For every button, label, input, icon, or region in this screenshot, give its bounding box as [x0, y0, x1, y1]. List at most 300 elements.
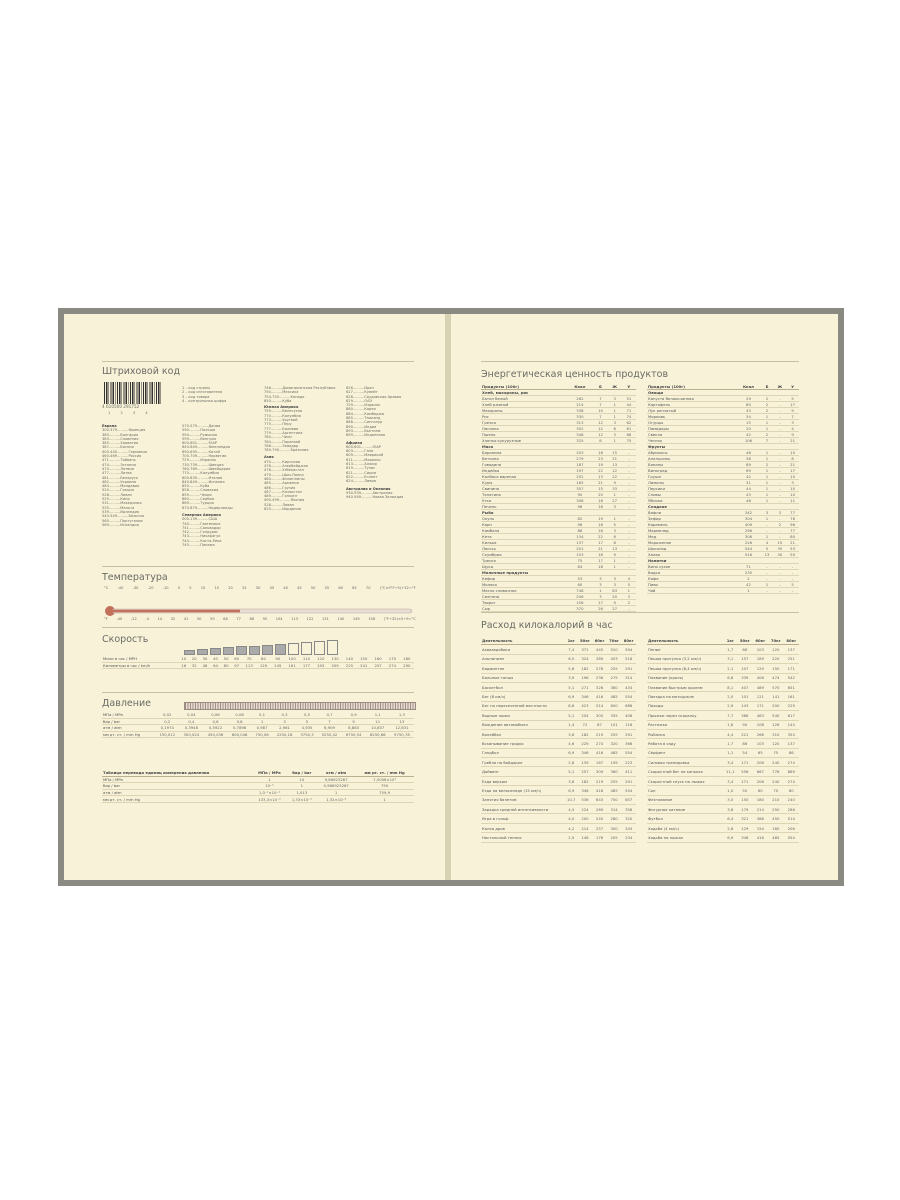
- list-item: 930-939..........Австралия: [346, 490, 393, 495]
- scale-tick: 68: [223, 617, 228, 621]
- row-label: Игра в гольф: [481, 814, 565, 823]
- table-cell: 278: [592, 664, 607, 673]
- row-label: Мед: [647, 534, 736, 540]
- table-cell: 0,02: [155, 712, 179, 718]
- table-cell: 6,909: [317, 725, 341, 732]
- row-label: бар / bar: [102, 718, 155, 725]
- table-cell: 3: [608, 432, 622, 438]
- table-cell: 17: [593, 600, 607, 606]
- scale-tick: 14: [157, 617, 163, 621]
- table-cell: 182: [578, 729, 593, 738]
- table-cell: 6,9: [565, 692, 578, 701]
- table-cell: -: [786, 570, 799, 576]
- list-item: 770..........Колумбия: [264, 413, 301, 418]
- table-cell: 1: [608, 414, 622, 420]
- divider: [102, 692, 414, 693]
- table-cell: 257: [592, 823, 607, 832]
- table-cell: 16: [178, 662, 189, 669]
- speed-bar: [288, 643, 299, 655]
- speed-bar: [249, 646, 260, 656]
- table-cell: 266: [753, 729, 768, 738]
- table-cell: 536: [578, 795, 593, 804]
- list-item: 560..........Португалия: [102, 518, 143, 523]
- table-cell: 90: [737, 720, 752, 729]
- table-cell: 171: [737, 776, 752, 785]
- row-label: Настольный теннис: [481, 833, 565, 842]
- table-cell: 10: [786, 450, 799, 456]
- barcode-col2: 570-579..........Дания 590..........Польша 594..........Румыния 599..........Венгрия 600-601..........ЮАР 640-649..........Финляндия 690-695..........Китай 700-709..........Норвегия 729..........Израиль 730-739..........Швеция 760-769..........Швейцария 770..........Колумбия 800-839..........Италия 840-849..........Испания 850..........Куба 858..........Словакия 859..........Чехия 860..........Сербия 869..........Турция 870-879..........Нидерланды Северная Америка 000-139..........США 740..........Гватемала 741..........Сальвадор 742..........Гондурас 743..........Никарагуа 744..........Коста-Рика 745..........Панама: [182, 424, 233, 548]
- table-cell: -: [773, 588, 786, 594]
- table-cell: 15: [593, 486, 607, 492]
- table-cell: -: [761, 588, 774, 594]
- table-cell: 42: [736, 582, 760, 588]
- table-cell: 0,5: [297, 712, 318, 718]
- list-item: 480..........Филиппины: [264, 476, 305, 481]
- table-cell: 300,024: [179, 731, 203, 738]
- table-cell: 338: [566, 408, 593, 414]
- table-cell: 518: [621, 654, 636, 663]
- section-label: Мясо: [481, 444, 636, 450]
- table-cell: 554: [621, 692, 636, 701]
- table-cell: 5: [786, 582, 799, 588]
- row-label: Лосось: [481, 546, 566, 552]
- table-cell: 300: [607, 823, 622, 832]
- list-item: 741..........Сальвадор: [182, 525, 221, 530]
- table-cell: 21: [593, 480, 607, 486]
- table-cell: -: [622, 606, 636, 612]
- row-label: Куры: [481, 480, 566, 486]
- table-cell: 321: [737, 814, 752, 823]
- list-item: 884..........Камбоджа: [346, 411, 385, 416]
- table-row: [481, 805, 636, 814]
- table-cell: 1кг: [723, 636, 737, 645]
- table-cell: -: [622, 558, 636, 564]
- table-cell: 10: [287, 776, 318, 783]
- table-cell: 7,7: [723, 711, 737, 720]
- digit-mark: 4: [145, 411, 148, 415]
- table-cell: 286: [784, 805, 799, 814]
- list-item: 885..........Таиланд: [346, 416, 381, 421]
- table-cell: 21: [786, 462, 799, 468]
- row-label: Карп: [481, 522, 566, 528]
- barcode-legend: [182, 386, 226, 403]
- table-cell: 226: [736, 540, 760, 546]
- table-cell: -: [773, 570, 786, 576]
- table-cell: -: [773, 408, 786, 414]
- list-item: 760-769..........Швейцария: [182, 466, 231, 471]
- row-label: Сметана: [481, 594, 566, 600]
- table-cell: 53: [566, 576, 593, 582]
- table-cell: 274: [784, 776, 799, 785]
- scale-tick: (°C×9°F÷5)+32=°F: [379, 586, 416, 590]
- digit-mark: 3: [132, 411, 146, 415]
- table-cell: 206: [566, 594, 593, 600]
- table-cell: 434: [621, 682, 636, 691]
- row-label: Прыжки через скакалку: [647, 711, 723, 720]
- list-item: 528..........Ливан: [102, 492, 132, 497]
- row-label: Лук репчатый: [647, 408, 736, 414]
- pressure-title: Давление: [102, 698, 151, 709]
- scale-tick: -10: [162, 586, 169, 590]
- table-cell: 889: [784, 767, 799, 776]
- table-cell: 1: [761, 480, 774, 486]
- scale-tick: -4: [145, 617, 149, 621]
- table-cell: 203: [566, 450, 593, 456]
- table-cell: 554: [621, 748, 636, 757]
- table-cell: 6,5: [565, 654, 578, 663]
- table-cell: -: [773, 534, 786, 540]
- table-cell: 150: [357, 656, 371, 662]
- table-cell: 750: [355, 783, 414, 790]
- table-cell: -: [622, 486, 636, 492]
- list-item: 387..........Босния: [102, 445, 134, 450]
- table-cell: 137: [566, 540, 593, 546]
- table-cell: 389: [592, 654, 607, 663]
- row-label: Шоколад: [647, 546, 736, 552]
- table-cell: 8,883: [342, 725, 366, 732]
- europe-list: Европа 300-379..........Франция 380..........Болгария 383..........Словения 385..........Хорватия 387..........Босния 400-440..........Германия 460-469..........Россия 471..........Тайвань 474..........Эстония 475..........Латвия 477..........Литва 481..........Беларусь 482..........Украина 484..........Молдавия 520..........Греция 528..........Ливан 529..........Кипр 531..........Македония 535..........Мальта 539..........Ирландия 540-549..........Бельгия 560..........Португалия 569..........Исландия: [102, 424, 147, 527]
- table-cell: 617: [784, 711, 799, 720]
- list-item: 489..........Гонконг: [264, 494, 298, 499]
- row-label: Чеснок: [647, 438, 736, 444]
- table-cell: 1: [287, 783, 318, 790]
- row-label: бар / bar: [102, 783, 252, 790]
- table-row: [647, 776, 799, 785]
- table-cell: 0,3: [272, 712, 296, 718]
- table-cell: 5: [622, 582, 636, 588]
- table-row: [481, 711, 636, 720]
- table-cell: 594: [621, 645, 636, 654]
- row-label: Карамель: [647, 522, 736, 528]
- table-cell: -: [773, 582, 786, 588]
- list-item: 789-790..........Бразилия: [264, 448, 309, 453]
- table-cell: 107: [737, 664, 752, 673]
- row-label: Творог: [481, 600, 566, 606]
- fahrenheit-scale: [104, 617, 416, 621]
- table-cell: 90: [271, 656, 285, 662]
- table-cell: 240: [768, 776, 783, 785]
- table-cell: 6,9: [723, 833, 737, 842]
- table-cell: 296: [736, 528, 760, 534]
- row-label: Баранина: [481, 450, 566, 456]
- table-cell: 8: [786, 456, 799, 462]
- energy-title: Энергетическая ценность продуктов: [481, 369, 669, 380]
- table-row: [481, 786, 636, 795]
- table-cell: 450: [768, 814, 783, 823]
- table-cell: 71: [622, 408, 636, 414]
- table-cell: 5: [761, 546, 774, 552]
- row-label: MПa / MPa: [102, 712, 155, 718]
- table-cell: 554: [621, 786, 636, 795]
- list-item: 490-499..........Япония: [264, 498, 305, 503]
- row-label: Таблица перевода единиц измерения давления: [102, 770, 252, 776]
- scale-tick: 158: [368, 617, 376, 621]
- speed-title: Скорость: [102, 634, 149, 645]
- row-label: Треска: [481, 558, 566, 564]
- list-item: 750..........Мексика: [264, 390, 299, 395]
- table-cell: 355: [607, 711, 622, 720]
- table-cell: 3: [773, 510, 786, 516]
- table-cell: 165: [566, 480, 593, 486]
- scale-tick: 0: [177, 586, 181, 590]
- table-cell: 110: [299, 656, 313, 662]
- table-cell: 262: [566, 396, 593, 402]
- table-cell: 8: [593, 438, 607, 444]
- table-cell: 100: [285, 656, 299, 662]
- table-cell: 0,8: [228, 718, 252, 725]
- scale-tick: 113: [291, 617, 299, 621]
- table-cell: 11: [786, 498, 799, 504]
- table-cell: 223: [621, 758, 636, 767]
- table-cell: 224: [578, 805, 593, 814]
- table-cell: 18: [593, 504, 607, 510]
- row-label: Пиво: [647, 582, 736, 588]
- table-cell: 22: [593, 468, 607, 474]
- table-cell: 275: [607, 673, 622, 682]
- table-cell: 180: [753, 795, 768, 804]
- table-row: [102, 662, 414, 669]
- table-cell: 153: [566, 552, 593, 558]
- table-cell: 150: [768, 664, 783, 673]
- table-cell: -: [773, 474, 786, 480]
- list-item: 4 – контрольная цифра: [182, 398, 227, 403]
- table-cell: 60кг: [592, 636, 607, 645]
- table-cell: 10: [593, 408, 607, 414]
- table-cell: 80кг: [621, 636, 636, 645]
- scale-tick: 122: [306, 617, 314, 621]
- barcode-col3: 746..........Доминиканская Республика 750..........Мексика 754-755..........Канада 850..........Куба Южная Америка 759..........Венесуэла 770..........Колумбия 773..........Уругвай 775..........Перу 777..........Боливия 779..........Аргентина 780..........Чили 784..........Парагвай 786..........Эквадор 789-790..........Бразилия Азия 470..........Киргизия 476..........Азербайджан 478..........Узбекистан 479..........Шри-Ланка 480..........Филиппины 485..........Армения 486..........Грузия 487..........Казахстан 489..........Гонконг 490-499..........Япония 528..........Ливан 625..........Иордания: [264, 386, 336, 512]
- list-item: 460-469..........Россия: [102, 454, 142, 459]
- row-label: Ходьба (4 км/ч): [647, 823, 723, 832]
- table-cell: 514: [592, 701, 607, 710]
- table-cell: 3,9: [565, 673, 578, 682]
- table-cell: -: [773, 396, 786, 402]
- table-cell: 8,1: [723, 682, 737, 691]
- table-cell: 516: [736, 552, 760, 558]
- row-label: Сыр: [481, 606, 566, 612]
- list-item: 729..........Израиль: [346, 403, 381, 408]
- table-row: [481, 758, 636, 767]
- row-label: Груши: [647, 474, 736, 480]
- list-item: 482..........Украина: [102, 479, 137, 484]
- table-cell: 50: [737, 786, 752, 795]
- table-row: [647, 654, 799, 663]
- table-cell: 43: [736, 492, 760, 498]
- table-cell: 0,4: [179, 718, 203, 725]
- row-label: Гребля на байдарке: [481, 758, 565, 767]
- table-cell: 1,33×10⁻³: [287, 796, 318, 803]
- table-cell: 423: [578, 701, 593, 710]
- scale-tick: 55: [324, 586, 330, 590]
- table-cell: -: [773, 516, 786, 522]
- table-cell: -: [773, 498, 786, 504]
- table-row: [102, 731, 414, 738]
- table-cell: 235: [736, 570, 760, 576]
- table-cell: -: [773, 438, 786, 444]
- table-cell: 1: [761, 426, 774, 432]
- table-cell: 0,5922: [203, 725, 227, 732]
- table-cell: 371: [578, 645, 593, 654]
- table-cell: 189: [753, 654, 768, 663]
- table-cell: 53: [786, 546, 799, 552]
- table-cell: 3: [786, 420, 799, 426]
- scale-tick: 140: [337, 617, 345, 621]
- table-row: [647, 645, 799, 654]
- table-cell: 13: [761, 552, 774, 558]
- scale-tick: 25: [242, 586, 247, 590]
- table-cell: -: [622, 540, 636, 546]
- table-cell: 7,4: [565, 645, 578, 654]
- table-cell: 176: [592, 833, 607, 842]
- row-label: Сон: [647, 786, 723, 795]
- table-cell: 87: [592, 720, 607, 729]
- table-row: [647, 636, 799, 645]
- speed-bars: [184, 636, 340, 655]
- row-label: Рис: [481, 414, 566, 420]
- barcode-image: [104, 382, 162, 404]
- table-row: [102, 789, 414, 796]
- row-label: Езда верхом: [481, 776, 565, 785]
- table-cell: 44: [736, 486, 760, 492]
- table-cell: 12: [593, 426, 607, 432]
- table-cell: 3: [608, 504, 622, 510]
- row-label: Килька: [481, 540, 566, 546]
- table-cell: 134: [566, 534, 593, 540]
- table-cell: 313: [566, 420, 593, 426]
- table-row: [481, 767, 636, 776]
- thermometer: [104, 602, 414, 610]
- table-cell: 10: [786, 492, 799, 498]
- table-cell: 4,935: [297, 725, 318, 732]
- list-item: 540-549..........Бельгия: [102, 514, 144, 519]
- celsius-scale: [104, 586, 416, 590]
- scale-tick: -22: [130, 617, 137, 621]
- table-cell: -: [773, 486, 786, 492]
- table-cell: 667: [753, 767, 768, 776]
- scale-tick: °C: [104, 586, 109, 590]
- table-cell: 18: [593, 552, 607, 558]
- scale-tick: 131: [322, 617, 329, 621]
- table-cell: 161: [784, 692, 799, 701]
- table-cell: 137: [784, 739, 799, 748]
- table-cell: 9: [342, 718, 366, 725]
- table-cell: 80: [786, 534, 799, 540]
- list-item: 800-839..........Италия: [182, 475, 223, 480]
- scale-tick: -40: [117, 586, 124, 590]
- row-label: мм рт. ст. / mm Hg: [102, 796, 252, 803]
- table-row: [647, 692, 799, 701]
- list-item: 773..........Уругвай: [264, 418, 298, 423]
- list-item: 729..........Израиль: [182, 458, 217, 463]
- table-cell: 18: [593, 564, 607, 570]
- table-cell: 133,3×10⁻⁶: [252, 796, 286, 803]
- list-item: 471..........Тайвань: [102, 458, 136, 463]
- table-cell: 150: [737, 795, 752, 804]
- table-row: [647, 748, 799, 757]
- table-cell: 309: [592, 767, 607, 776]
- row-label: Вождение автомобиля: [481, 720, 565, 729]
- table-cell: 13: [608, 462, 622, 468]
- table-cell: 857: [621, 795, 636, 804]
- table-cell: -: [622, 546, 636, 552]
- scale-tick: 70: [365, 586, 371, 590]
- table-cell: 161: [285, 662, 299, 669]
- list-item: 383..........Словения: [102, 436, 139, 441]
- table-cell: -: [622, 474, 636, 480]
- row-label: MПa / MPa: [102, 776, 252, 783]
- table-cell: 2: [761, 462, 774, 468]
- table-cell: 651: [784, 682, 799, 691]
- row-label: Помидоры: [647, 426, 736, 432]
- table-cell: -: [622, 492, 636, 498]
- pressure-gauge: [184, 702, 416, 710]
- row-label: Скоростной бег на коньках: [647, 767, 723, 776]
- table-cell: 5,1: [565, 682, 578, 691]
- table-cell: 13: [593, 474, 607, 480]
- row-label: Камбала: [481, 528, 566, 534]
- table-row: [647, 833, 799, 842]
- table-cell: У: [786, 384, 799, 390]
- table-cell: 121: [753, 692, 768, 701]
- table-cell: 143: [737, 701, 752, 710]
- row-label: Персики: [647, 486, 736, 492]
- table-cell: 214: [753, 805, 768, 814]
- table-cell: 0,1974: [155, 725, 179, 732]
- table-cell: 205: [607, 833, 622, 842]
- table-cell: 346: [578, 748, 593, 757]
- table-cell: 77: [786, 510, 799, 516]
- list-item: 475..........Латвия: [102, 466, 134, 471]
- table-cell: 80: [256, 656, 270, 662]
- row-label: Скумбрия: [481, 552, 566, 558]
- list-item: 400-440..........Германия: [102, 449, 147, 454]
- table-cell: 6750,54: [342, 731, 366, 738]
- scale-tick: 10: [200, 586, 206, 590]
- table-cell: 10,7: [565, 795, 578, 804]
- list-item: 775..........Перу: [264, 422, 292, 427]
- table-cell: 101: [737, 692, 752, 701]
- table-cell: 96: [786, 522, 799, 528]
- table-cell: 171: [737, 758, 752, 767]
- table-cell: -: [773, 468, 786, 474]
- table-cell: 30: [200, 656, 211, 662]
- list-item: 3 – код товара: [182, 394, 210, 399]
- row-label: Телятина: [481, 492, 566, 498]
- table-cell: 7: [593, 414, 607, 420]
- row-label: Езда на велосипеде (15 км/ч): [481, 786, 565, 795]
- table-cell: 40: [210, 656, 221, 662]
- table-cell: 1,4: [565, 720, 578, 729]
- row-label: Молоко: [481, 582, 566, 588]
- table-cell: 86: [737, 645, 752, 654]
- row-label: Мороженое: [647, 540, 736, 546]
- table-cell: -: [786, 588, 799, 594]
- table-cell: 3,1: [723, 654, 737, 663]
- table-cell: 600: [607, 701, 622, 710]
- table-cell: 279: [566, 456, 593, 462]
- table-cell: 346: [737, 833, 752, 842]
- table-cell: 80: [221, 662, 232, 669]
- table-cell: 324: [578, 654, 593, 663]
- table-row: [481, 654, 636, 663]
- section-label: Рыба: [481, 510, 636, 516]
- table-cell: 206: [784, 823, 799, 832]
- table-cell: 195: [607, 758, 622, 767]
- section-label: Фрукты: [647, 444, 799, 450]
- table-row: [102, 725, 414, 732]
- table-cell: 193: [314, 662, 328, 669]
- kcal-title: Расход килокалорий в час: [481, 620, 613, 631]
